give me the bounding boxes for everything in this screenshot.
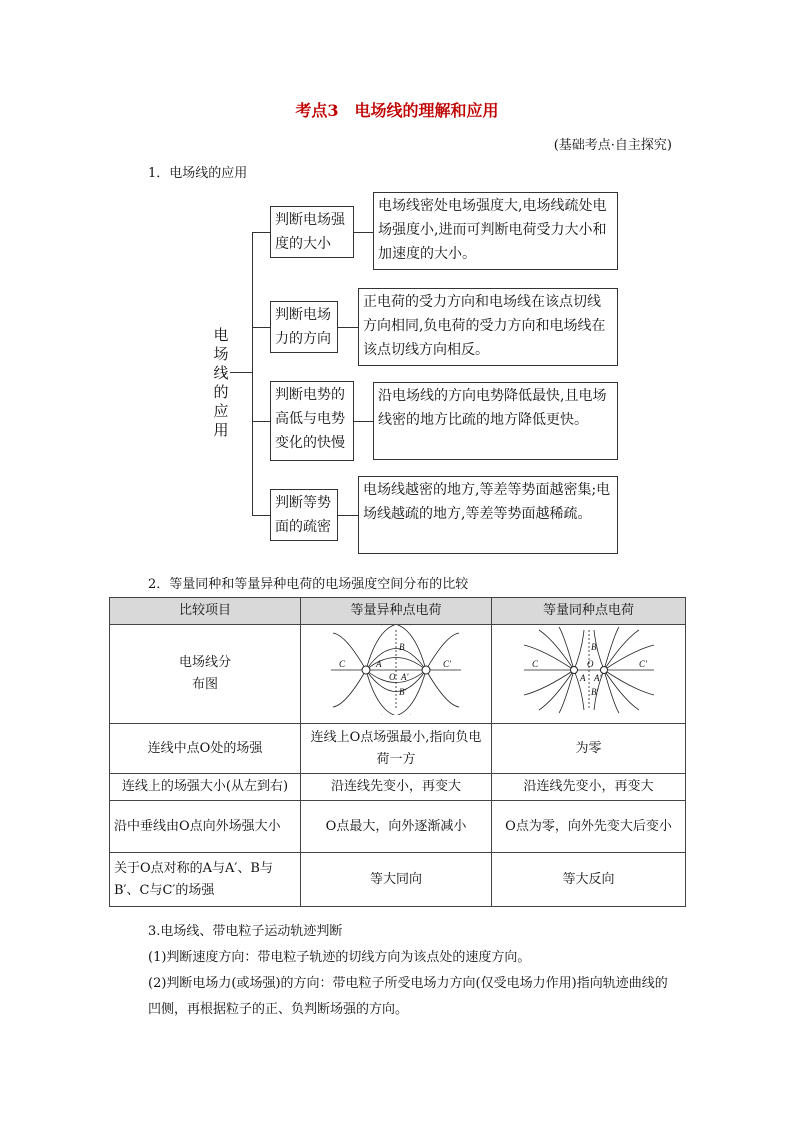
label-O: O xyxy=(586,659,593,669)
label-B: B xyxy=(399,642,405,652)
table-header-cell: 比较项目 xyxy=(110,598,301,625)
table-cell: 为零 xyxy=(492,724,686,774)
tree-trunk xyxy=(252,232,253,515)
tree-root-connector xyxy=(230,372,252,373)
table-cell: 连线上的场强大小(从左到右) xyxy=(110,774,301,801)
tree-link-3 xyxy=(354,421,373,422)
tree-root-label: 电场线的应用 xyxy=(213,326,229,439)
page-title: 考点3 电场线的理解和应用 xyxy=(295,101,499,120)
tree-link-2 xyxy=(338,327,358,328)
tree-node-label-1: 判断电场强度的大小 xyxy=(270,206,354,258)
tree-node-desc-1: 电场线密处电场强度大,电场线疏处电场强度小,进而可判断电荷受力大小和加速度的大小。 xyxy=(373,192,618,270)
field-lines-same-charges-diagram xyxy=(514,625,664,715)
table-row xyxy=(110,801,686,853)
figure-cell-same xyxy=(492,625,686,724)
table-cell: 等大同向 xyxy=(301,853,492,907)
tree-branch-4 xyxy=(252,515,270,516)
label-C-prime: C′ xyxy=(443,659,451,669)
table-cell: 沿连线先变小，再变大 xyxy=(301,774,492,801)
label-A-prime: A′ xyxy=(593,673,601,683)
table-cell: O点为零，向外先变大后变小 xyxy=(492,801,686,853)
table-header-cell: 等量同种点电荷 xyxy=(492,598,686,625)
section3-paragraph-2: (2)判断电场力(或场强)的方向：带电粒子所受电场力方向(仅受电场力作用)指向轨迹曲线的凹侧，再根据粒子的正、负判断场强的方向。 xyxy=(148,976,668,1017)
table-cell: 沿中垂线由O点向外场强大小 xyxy=(110,801,301,853)
table-row xyxy=(110,724,686,774)
label-C: C xyxy=(531,659,538,669)
table-header-cell: 等量异种点电荷 xyxy=(301,598,492,625)
tree-link-4 xyxy=(338,515,358,516)
table-header-row xyxy=(110,598,686,625)
label-C-prime: C′ xyxy=(638,659,647,669)
table-row xyxy=(110,853,686,907)
table-row xyxy=(110,625,686,724)
tree-branch-2 xyxy=(252,327,270,328)
table-cell: 等大反向 xyxy=(492,853,686,907)
tree-node-desc-3: 沿电场线的方向电势降低最快,且电场线密的地方比疏的地方降低更快。 xyxy=(373,382,618,460)
label-C: C xyxy=(339,659,346,669)
label-B: B xyxy=(590,642,596,652)
tree-node-desc-2: 正电荷的受力方向和电场线在该点切线方向相同,负电荷的受力方向和电场线在该点切线方向相反。 xyxy=(358,288,618,366)
section1-heading: 1．电场线的应用 xyxy=(148,166,248,181)
label-B-prime: B′ xyxy=(399,687,407,697)
table-cell: 电场线分布图 xyxy=(178,655,231,692)
label-B-prime: B′ xyxy=(590,687,598,697)
label-O: O xyxy=(389,672,396,682)
tree-branch-1 xyxy=(252,232,270,233)
tree-node-label-2: 判断电场力的方向 xyxy=(270,301,338,353)
field-lines-opposite-charges-diagram xyxy=(321,625,471,715)
section3-heading: 3.电场线、带电粒子运动轨迹判断 xyxy=(148,924,343,939)
section3-paragraph-1: (1)判断速度方向：带电粒子轨迹的切线方向为该点处的速度方向。 xyxy=(148,950,531,965)
label-A: A xyxy=(376,659,382,669)
table-row xyxy=(110,774,686,801)
subtitle: (基础考点·自主探究) xyxy=(553,138,672,153)
tree-node-label-3: 判断电势的高低与电势变化的快慢 xyxy=(270,381,354,461)
table-cell: 关于O点对称的A与A′、B与B′、C与C′的场强 xyxy=(110,853,301,907)
label-A: A xyxy=(579,673,585,683)
tree-node-desc-4: 电场线越密的地方,等差等势面越密集;电场线越疏的地方,等差等势面越稀疏。 xyxy=(358,476,618,554)
tree-branch-3 xyxy=(252,421,270,422)
comparison-table xyxy=(109,597,686,907)
table-cell: 沿连线先变小，再变大 xyxy=(492,774,686,801)
tree-link-1 xyxy=(354,232,373,233)
tree-node-label-4: 判断等势面的疏密 xyxy=(270,489,338,541)
label-A-prime: A′ xyxy=(401,672,409,682)
table-cell: 连线上O点场强最小,指向负电荷一方 xyxy=(301,724,492,774)
figure-cell-opposite xyxy=(301,625,492,724)
section2-heading: 2．等量同种和等量异种电荷的电场强度空间分布的比较 xyxy=(148,577,469,592)
table-cell: O点最大，向外逐渐减小 xyxy=(301,801,492,853)
table-cell: 连线中点O处的场强 xyxy=(110,724,301,774)
